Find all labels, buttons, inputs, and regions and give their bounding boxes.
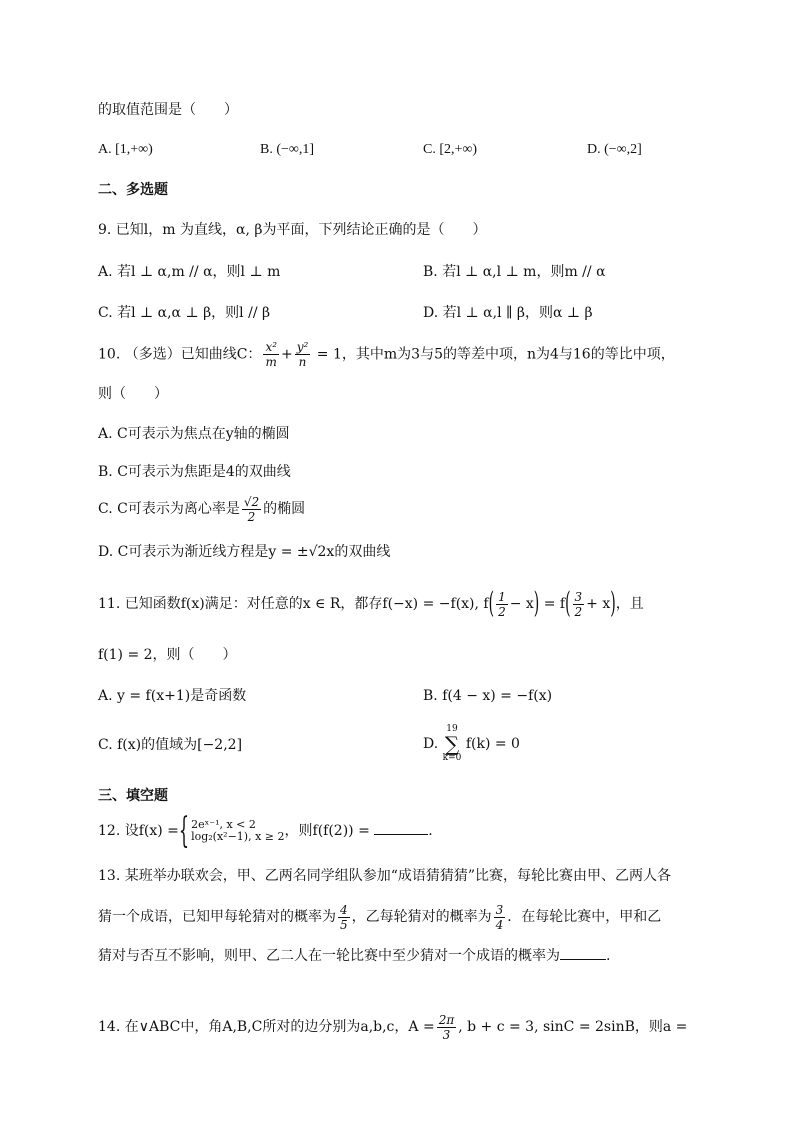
q10-y-numerator: y² [296, 340, 309, 354]
q10-option-c [98, 494, 305, 524]
q11-option-d [423, 724, 520, 764]
q13-fraction-jia-numerator: 4 [340, 902, 348, 917]
q10-stem: 10. （多选）已知曲线C： $\frac{\text{x²}}{m}$ + $\frac{\text{y²}}{n}$ = 1，其中m为3与5的等差中项，n为4与16的等比中项， [98, 340, 675, 369]
q10-option-b: B. C可表示为焦距是4的双曲线 [98, 464, 291, 480]
q11-stem-line2: f(1) = 2，则（ ） [98, 647, 237, 663]
q10-option-c-denominator: 2 [247, 509, 256, 524]
right-paren-icon: ) [610, 587, 616, 621]
q10-fraction-x-over-m [263, 340, 279, 369]
q11-fraction-1-denominator: 2 [498, 604, 506, 619]
q13-fraction-yi-denominator: 4 [495, 917, 504, 932]
q13-line2-mid: ，乙每轮猜对的概率为 [351, 909, 492, 925]
q11-option-b: B. f(4 − x) = −f(x) [423, 688, 553, 704]
q12-answer-blank[interactable] [374, 834, 428, 835]
q14-stem [98, 1010, 687, 1044]
q10-stem-suffix: = 1，其中m为3与5的等差中项，n为4与16的等比中项， [312, 346, 675, 363]
q9-stem: 9. 已知l，m 为直线，α, β为平面，下列结论正确的是（ ） [98, 222, 487, 238]
q11-option-a: A. y = f(x+1)是奇函数 [98, 688, 247, 704]
q11-stem [98, 588, 644, 620]
q11-stem-prefix: 11. 已知函数f(x)满足：对任意的x ∈ R，都存f(−x) = −f(x), f [98, 596, 489, 612]
q13-line3-end: . [606, 948, 611, 964]
q12-stem-prefix: 12. 设f(x) = [98, 823, 179, 839]
q10-option-d: D. C可表示为渐近线方程是y = ±√2x的双曲线 [98, 544, 391, 560]
q11-fraction-1 [496, 590, 508, 619]
q13-line3-text: 猜对与否互不影响，则甲、乙二人在一轮比赛中至少猜对一个成语的概率为 [98, 948, 560, 964]
q14-fraction-angle-a [437, 1013, 457, 1042]
sum-upper-limit: 19 [446, 724, 458, 734]
q8-option-a: A. [1,+∞) [98, 142, 153, 157]
q9-option-d: D. 若l ⊥ α,l ∥ β，则α ⊥ β [423, 305, 593, 321]
q13-line1: 13. 某班举办联欢会，甲、乙两名同学组队参加“成语猜猜猜”比赛，每轮比赛由甲、乙两人各 [98, 868, 672, 884]
q10-x-numerator: x² [265, 340, 278, 354]
q14-stem-prefix: 14. 在∨ABC中，角A,B,C所对的边分别为a,b,c，A = [98, 1019, 435, 1035]
left-paren-icon: ( [565, 587, 571, 621]
section-heading-multi-choice: 二、多选题 [98, 182, 168, 198]
q11-fraction-2-denominator: 2 [574, 604, 583, 619]
q11-stem-tail: ，且 [615, 596, 644, 612]
q14-fraction-denominator: 3 [442, 1027, 451, 1042]
left-brace-icon: { [178, 809, 190, 851]
q11-fraction-1-numerator: 1 [498, 589, 506, 604]
q12-stem-end: . [428, 823, 433, 839]
sum-lower-limit: k=0 [442, 753, 462, 763]
q10-stem-prefix: 10. （多选）已知曲线C： [98, 346, 262, 363]
q11-fraction-2 [573, 590, 585, 619]
q11-stem-end: + x [586, 596, 611, 612]
q13-line2-suffix: ．在每轮比赛中，甲和乙 [507, 909, 662, 925]
q8-option-c: C. [2,+∞) [423, 142, 478, 157]
q10-stem-line2: 则（ ） [98, 386, 168, 402]
q10-option-c-suffix: 的椭圆 [263, 501, 306, 517]
q13-line2 [98, 900, 661, 934]
q11-option-c: C. f(x)的值域为[−2,2] [98, 737, 243, 753]
q11-stem-eq: = f [539, 596, 566, 612]
q12-stem-suffix: ，则f(f(2)) = [284, 823, 375, 839]
q14-stem-suffix: , b + c = 3, sinC = 2sinB，则a = [458, 1019, 688, 1035]
q8-option-d: D. (−∞,2] [587, 142, 642, 157]
section-heading-fill-blank: 三、填空题 [98, 788, 168, 804]
right-paren-icon: ) [533, 587, 540, 621]
q9-option-c: C. 若l ⊥ α,α ⊥ β，则l // β [98, 305, 271, 321]
q12-stem [98, 809, 433, 851]
q9-option-a: A. 若l ⊥ α,m // α，则l ⊥ m [98, 264, 281, 280]
q13-fraction-yi-numerator: 3 [495, 902, 504, 917]
q10-n-denominator: n [298, 355, 307, 369]
q13-fraction-jia [338, 903, 350, 932]
q13-line3 [98, 946, 610, 966]
q10-m-denominator: m [265, 355, 277, 369]
q13-answer-blank[interactable] [560, 959, 606, 960]
q10-option-c-numerator: √2 [243, 494, 260, 509]
q13-line2-prefix: 猜一个成语，已知甲每轮猜对的概率为 [98, 909, 336, 925]
q11-option-d-prefix: D. [423, 736, 439, 752]
q11-fraction-2-numerator: 3 [574, 589, 583, 604]
q11-stem-mid: − x [509, 596, 534, 612]
q12-piecewise-cases [191, 819, 284, 843]
q10-fraction-y-over-n [295, 340, 311, 369]
q13-fraction-yi [494, 903, 506, 932]
q11-option-d-expression: f(k) = 0 [465, 736, 520, 752]
q9-option-b: B. 若l ⊥ α,l ⊥ m，则m // α [423, 264, 606, 280]
q13-fraction-jia-denominator: 5 [340, 917, 348, 932]
q10-option-c-fraction [242, 495, 261, 524]
q10-option-c-prefix: C. C可表示为离心率是 [98, 501, 240, 517]
q8-option-b: B. (−∞,1] [260, 142, 315, 157]
q12-case-1: 2eˣ⁻¹, x < 2 [191, 818, 256, 831]
summation-icon: 19 ∑ k=0 [442, 724, 462, 763]
q10-option-a: A. C可表示为焦点在y轴的椭圆 [98, 426, 290, 442]
q12-case-2: log₂(x²−1), x ≥ 2 [191, 830, 285, 843]
left-paren-icon: ( [488, 587, 495, 621]
q8-stem-tail: 的取值范围是（ ） [98, 102, 238, 118]
q14-fraction-numerator: 2π [438, 1012, 455, 1027]
